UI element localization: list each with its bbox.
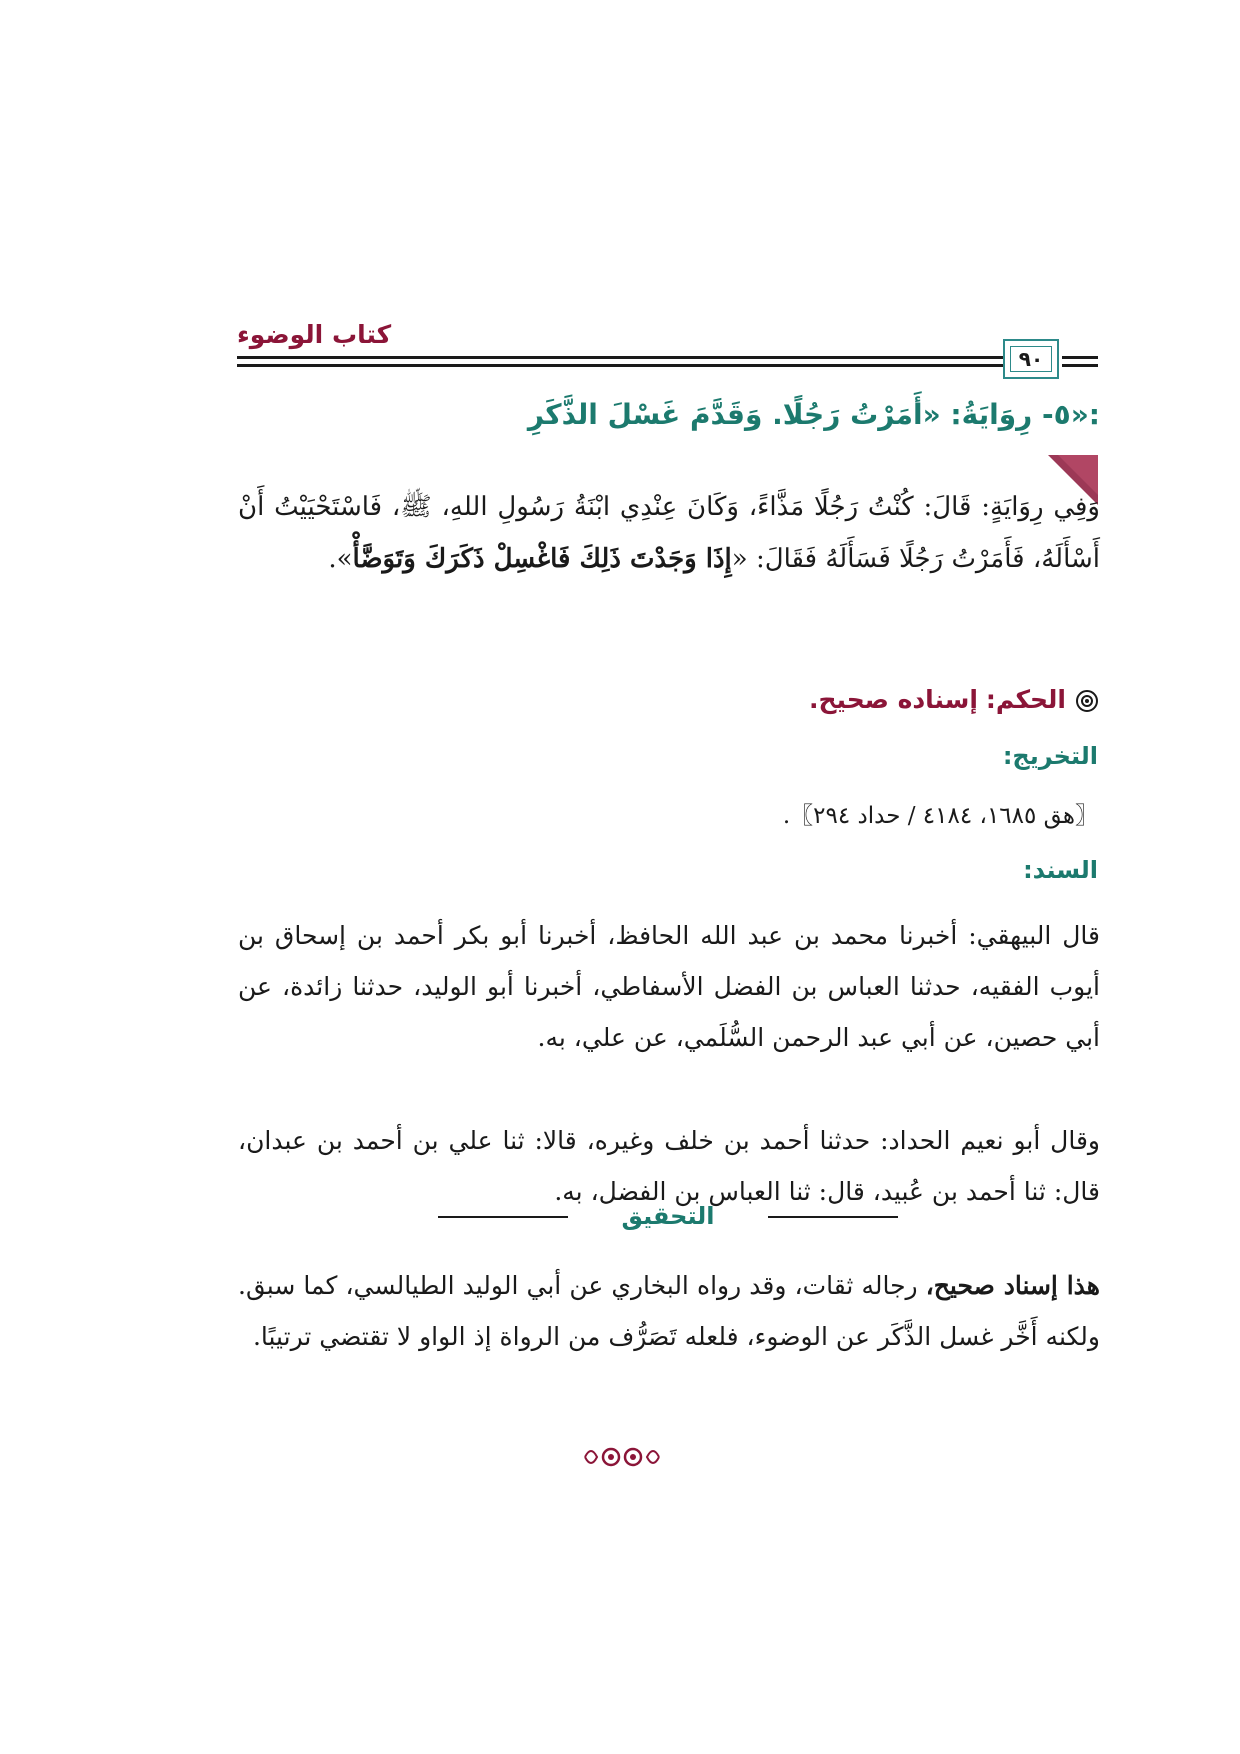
tahqiq-text: رجاله ثقات، وقد رواه البخاري عن أبي الوليد الطيالسي، كما سبق. ولكنه أَخَّر غسل الذَّكَر عن الوضوء، فلعله تَصَرُّف من الرواة إذ الواو لا تقتضي ترتيبًا. (238, 1271, 1100, 1351)
header-rule-bottom (237, 364, 1037, 367)
page-number: ٩٠ (1010, 346, 1052, 372)
flower-bullet-icon (1076, 690, 1098, 712)
section-heading: ٥- رِوَايَةُ: «أَمَرْتُ رَجُلًا. وَقَدَّمَ غَسْلَ الذَّكَرِ»: (527, 398, 1100, 431)
page-number-badge (1003, 339, 1059, 379)
sanad-paragraph-2: وقال أبو نعيم الحداد: حدثنا أحمد بن خلف وغيره، قالا: ثنا علي بن أحمد بن عبدان، قال: ثنا أحمد بن عُبيد، قال: ثنا العباس بن الفضل، به. (238, 1126, 1100, 1206)
takhrij-reference: 〖هق ١٦٨٥، ٤١٨٤ / حداد ٢٩٤〗. (782, 803, 1098, 829)
hukm-line (809, 685, 1098, 714)
tahqiq-bold-lead: هذا إسناد صحيح، (925, 1271, 1100, 1300)
sanad-paragraph-1: قال البيهقي: أخبرنا محمد بن عبد الله الحافظ، أخبرنا أبو بكر أحمد بن إسحاق بن أيوب الفقيه، حدثنا العباس بن الفضل الأسفاطي، أخبرنا أبو الوليد، حدثنا زائدة، عن أبي حصين، عن أبي عبد الرحمن السُّلَمي، عن علي، به. (238, 921, 1100, 1052)
tahqiq-paragraph (238, 1260, 1100, 1362)
sanad-label: السند: (1023, 856, 1098, 884)
tahqiq-heading: التحقيق (621, 1202, 715, 1230)
tahqiq-divider (438, 1201, 898, 1231)
hadith-text-bold: إِذَا وَجَدْتَ ذَلِكَ فَاغْسِلْ ذَكَرَكَ وَتَوَضَّأْ (352, 544, 732, 574)
running-title: كتاب الوضوء (237, 320, 392, 349)
hadith-text-part1: وَفِي رِوَايَةٍ: قَالَ: كُنْتُ رَجُلًا مَذَّاءً، وَكَانَ عِنْدِي ابْنَةُ رَسُولِ اللهِ، ﷺ، فَاسْتَحْيَيْتُ أَنْ أَسْأَلَهُ، فَأَمَرْتُ رَجُلًا فَسَأَلَهُ فَقَالَ: « (238, 492, 1100, 574)
header-rule-right-top (1062, 356, 1098, 359)
header-rule-top (237, 356, 1037, 359)
header-rule-right-bottom (1062, 364, 1098, 367)
hukm-value: إسناده صحيح. (808, 685, 978, 714)
hukm-label: الحكم: (985, 685, 1066, 714)
hadith-text (238, 481, 1100, 585)
end-ornament-icon (577, 1437, 667, 1477)
takhrij-label: التخريج: (1002, 742, 1098, 770)
hadith-text-end: ». (328, 544, 353, 574)
